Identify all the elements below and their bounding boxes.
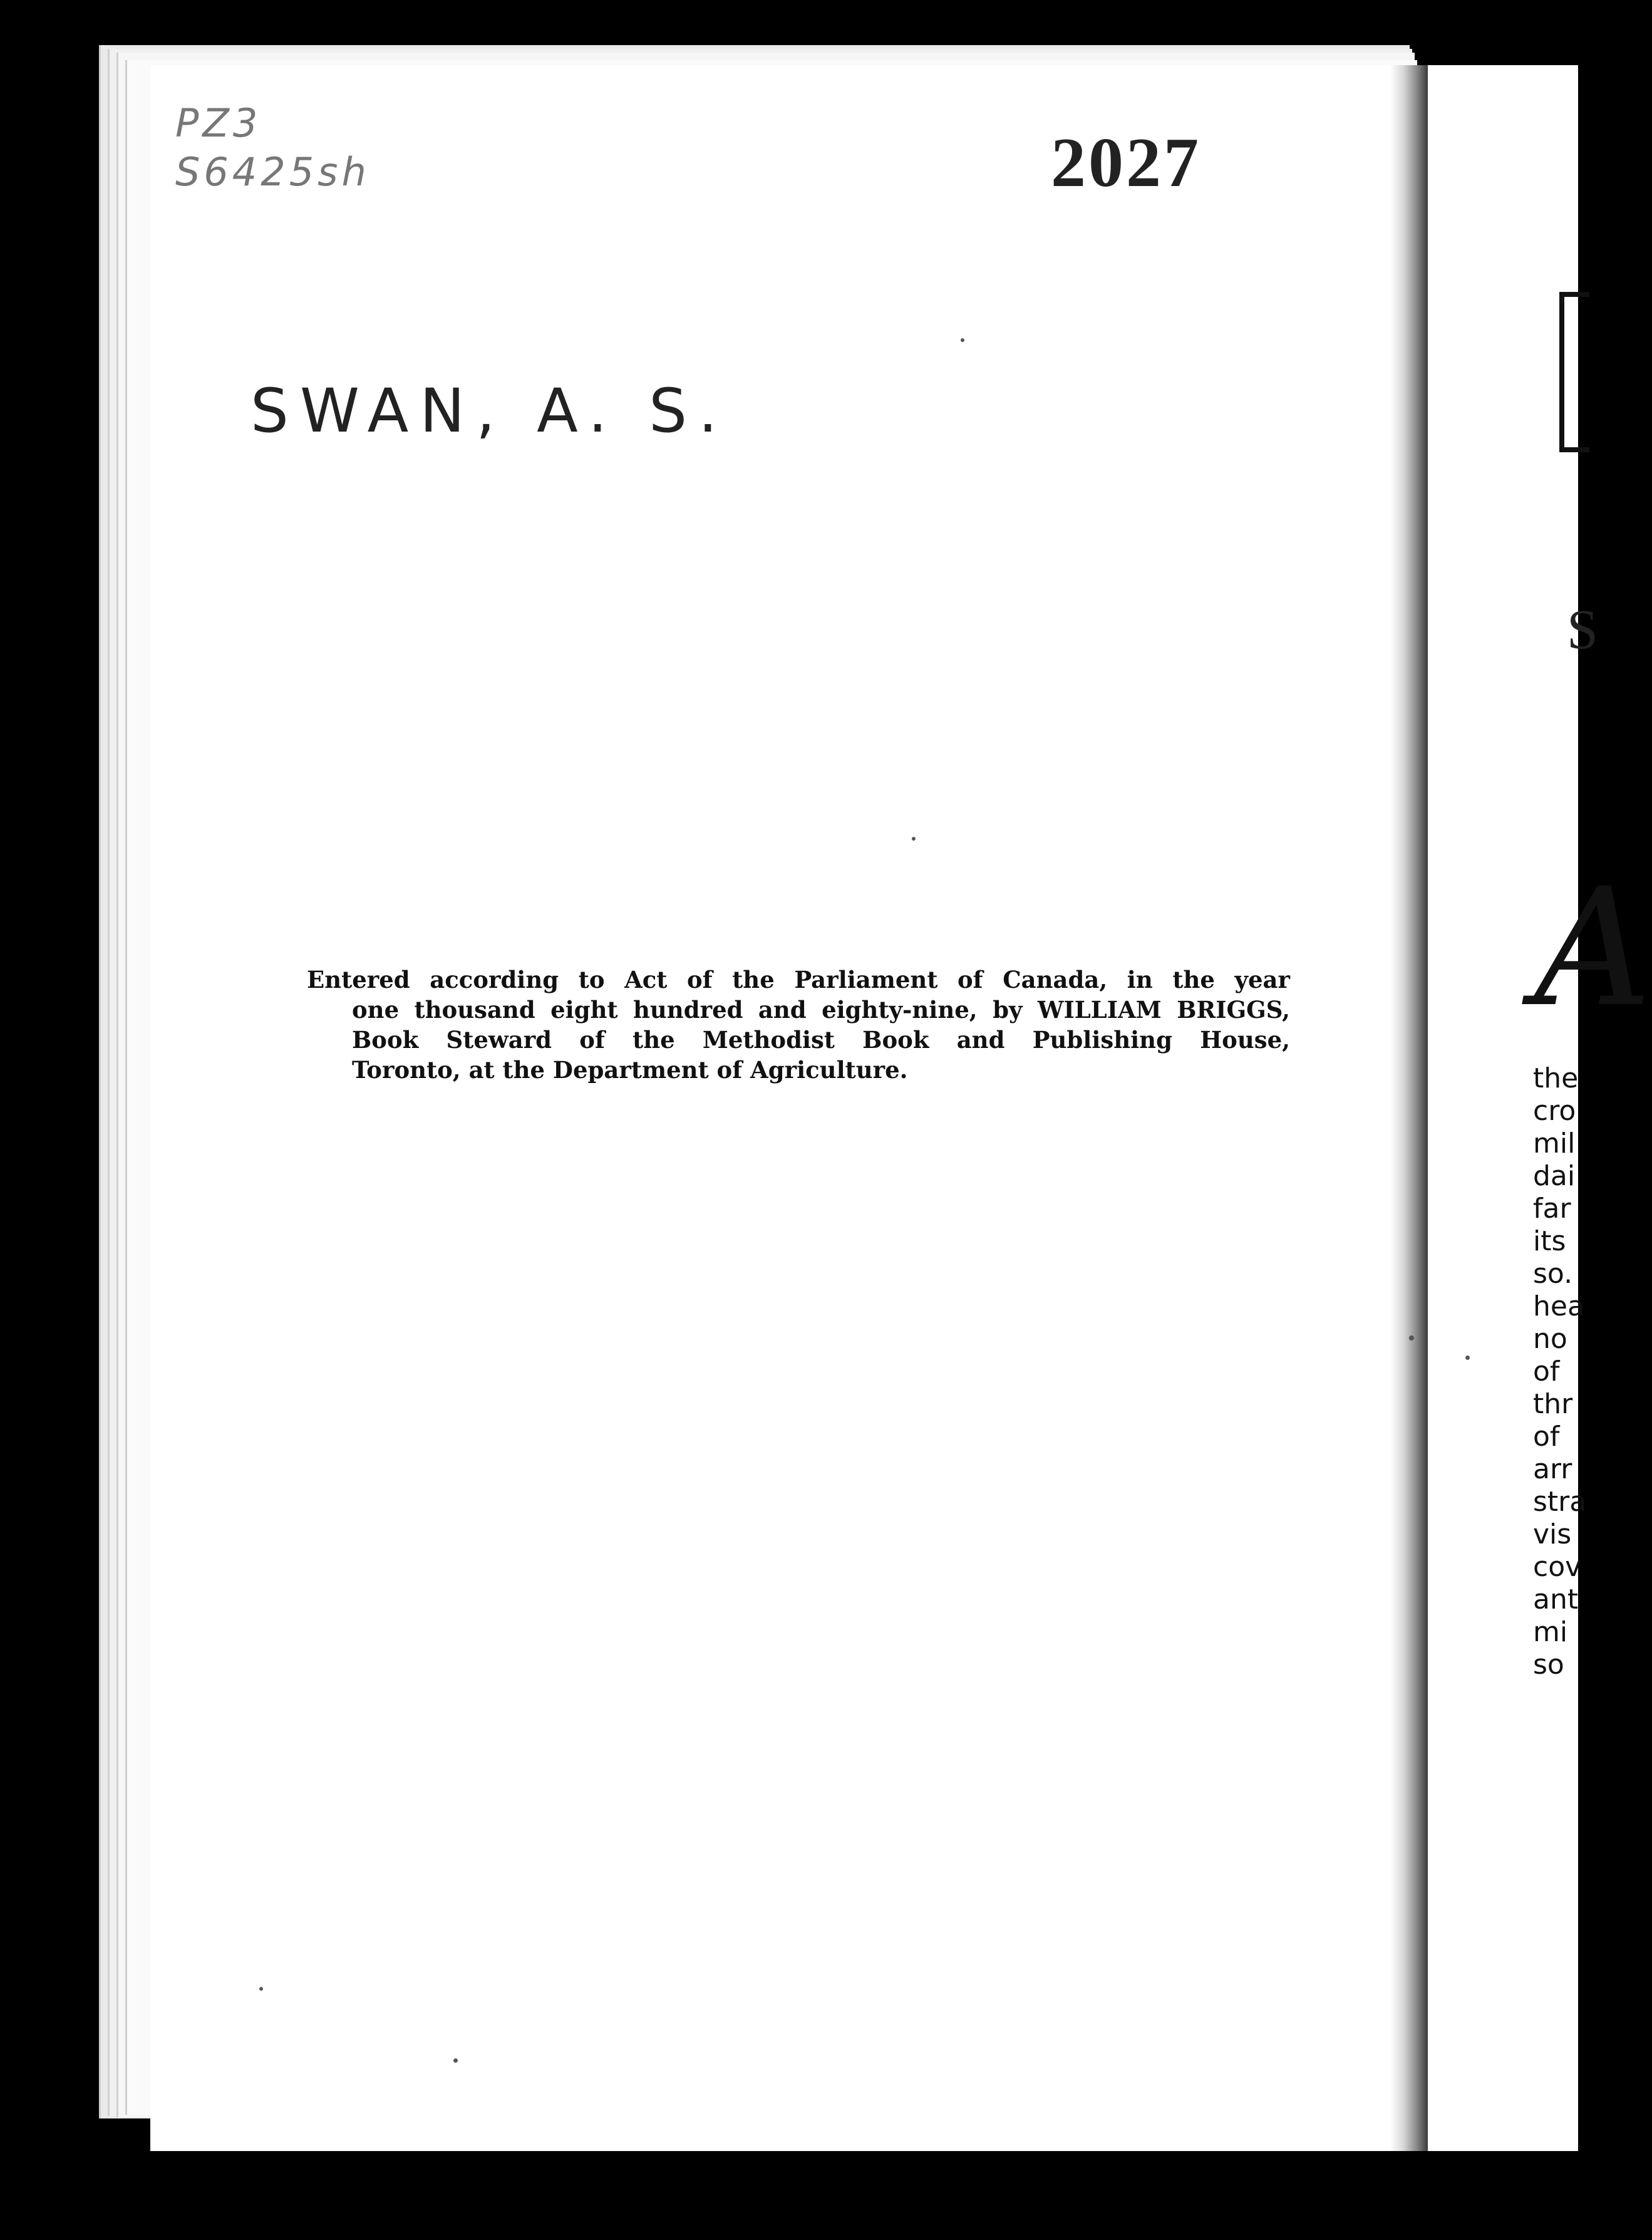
copyright-line: Book Steward of the Methodist Book and Publishing House, <box>352 1026 1290 1054</box>
copyright-line: one thousand eight hundred and eighty-nine, by WILLIAM BRIGGS, <box>352 996 1290 1024</box>
plate-number: 2027 <box>1051 124 1201 202</box>
facing-line-fragment: no <box>1533 1323 1567 1355</box>
facing-line-fragment: arr <box>1533 1453 1572 1485</box>
copyright-line: Toronto, at the Department of Agriculture. <box>352 1056 908 1084</box>
facing-drop-cap: A <box>1534 854 1652 1043</box>
facing-line-fragment: far <box>1533 1193 1571 1225</box>
facing-line-fragment: vis <box>1533 1518 1572 1550</box>
facing-title-box <box>1559 292 1589 452</box>
facing-line-fragment: its <box>1533 1225 1566 1257</box>
dust-speck <box>1465 1356 1470 1360</box>
dust-speck <box>453 2058 458 2063</box>
facing-line-fragment: cov <box>1533 1551 1582 1583</box>
facing-line-fragment: so. <box>1533 1258 1573 1290</box>
handwritten-author-note: SWAN, A. S. <box>250 376 729 446</box>
facing-line-fragment: mi <box>1533 1616 1568 1648</box>
dust-speck <box>1409 1335 1414 1340</box>
facing-line-fragment: ant <box>1533 1584 1579 1615</box>
facing-line-fragment: so <box>1533 1649 1564 1681</box>
copyright-line: Entered according to Act of the Parliament of Canada, in the year <box>307 966 1290 993</box>
facing-text-fragments <box>1533 1062 1586 1681</box>
facing-line-fragment: dai <box>1533 1160 1576 1192</box>
dust-speck <box>259 1987 263 1991</box>
dust-speck <box>912 837 916 841</box>
facing-line-fragment: thr <box>1533 1388 1573 1420</box>
book-gutter <box>1390 65 1428 2151</box>
facing-line-fragment: stra <box>1533 1486 1587 1518</box>
facing-line-fragment: cro <box>1533 1095 1576 1127</box>
facing-line-fragment: of <box>1533 1356 1560 1387</box>
facing-page <box>1428 65 1652 2151</box>
facing-fragment-letter: S <box>1567 599 1599 661</box>
handwritten-call-number-line-1: PZ3 <box>175 100 262 146</box>
handwritten-call-number-line-2: S6425sh <box>175 149 370 195</box>
facing-line-fragment: the <box>1533 1062 1579 1094</box>
facing-line-fragment: mil <box>1533 1128 1576 1159</box>
copyright-notice <box>307 965 1290 1085</box>
dust-speck <box>961 338 964 342</box>
facing-line-fragment: of <box>1533 1421 1560 1453</box>
facing-line-fragment: hea <box>1533 1290 1584 1322</box>
